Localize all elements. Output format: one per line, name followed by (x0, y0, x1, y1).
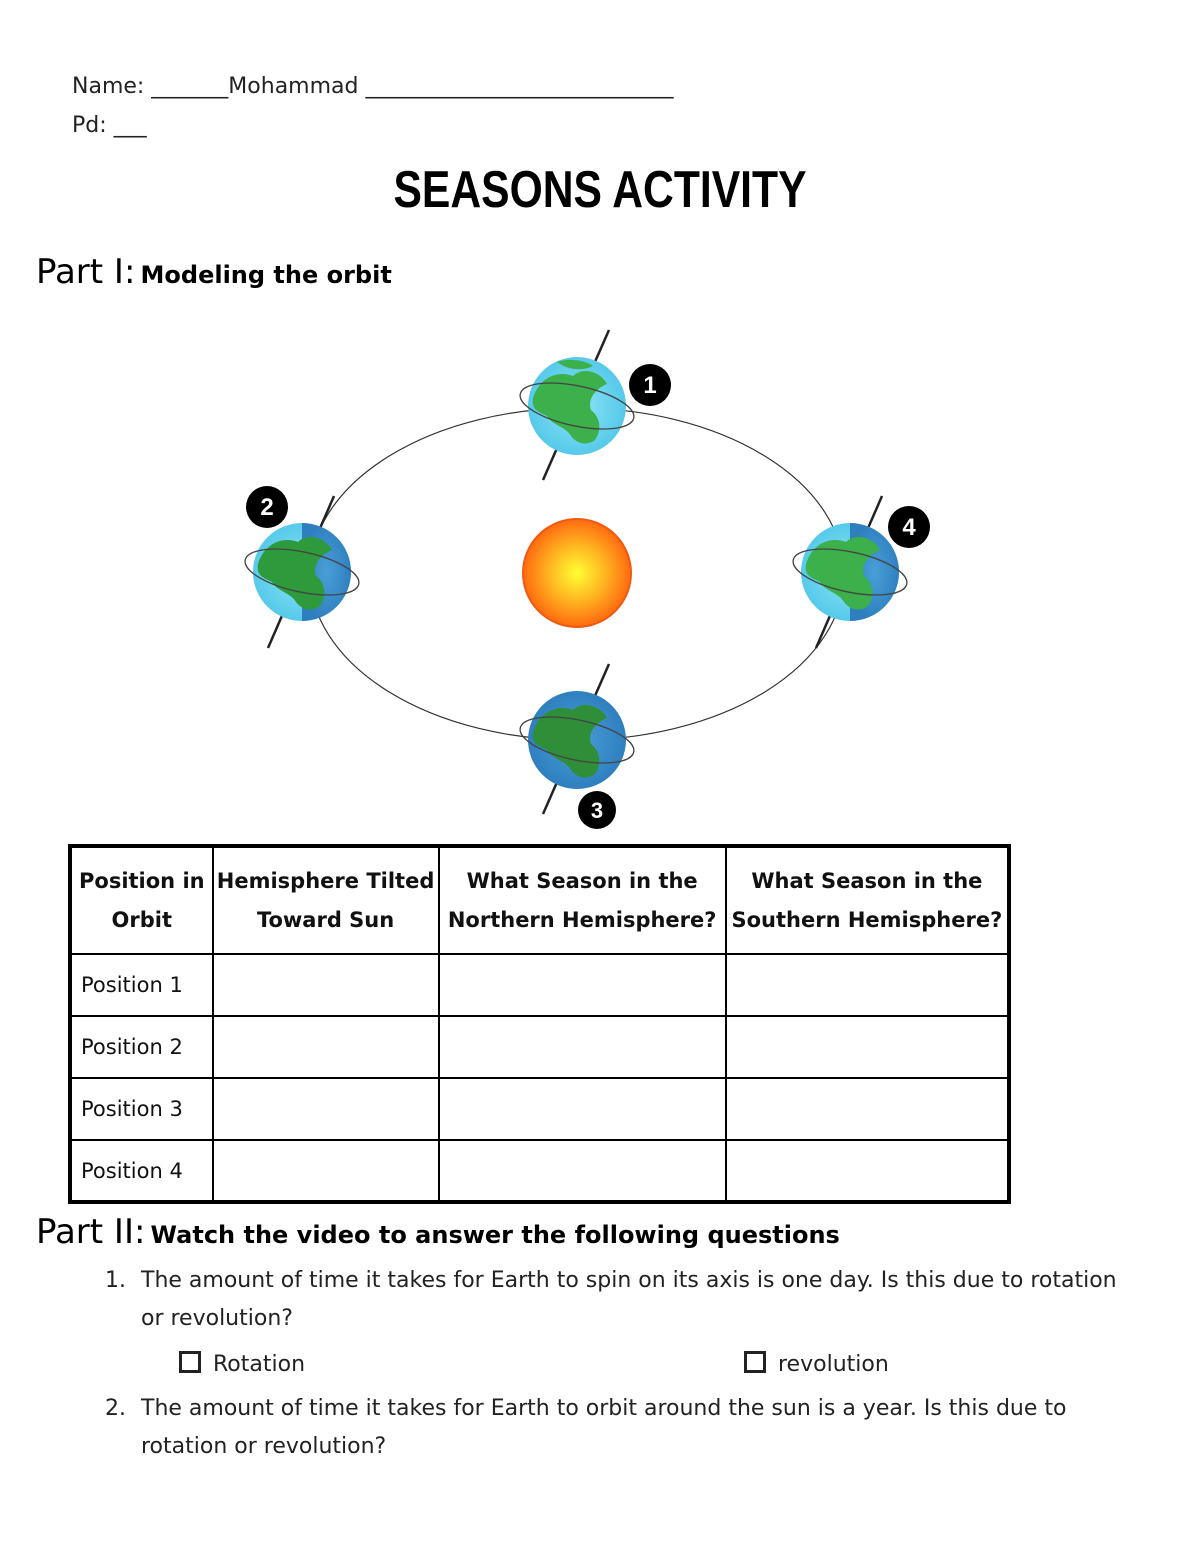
northern-answer-cell[interactable] (439, 1140, 726, 1202)
question-list (105, 1262, 1145, 1466)
row-position-label: Position 2 (70, 1016, 213, 1078)
position-4-badge (888, 506, 930, 548)
northern-answer-cell[interactable] (439, 1016, 726, 1078)
header-tilted-line2: Toward Sun (256, 907, 395, 932)
part2-subtitle: Watch the video to answer the following questions (150, 1221, 840, 1249)
southern-answer-cell[interactable] (726, 1016, 1009, 1078)
question-1 (105, 1262, 1145, 1390)
option-revolution[interactable] (744, 1346, 889, 1384)
position-1-label: 1 (643, 372, 657, 399)
position-1-badge (629, 364, 671, 406)
orbit-diagram (0, 310, 1200, 850)
southern-answer-cell[interactable] (726, 954, 1009, 1016)
tilted-answer-cell[interactable] (213, 954, 439, 1016)
header-tilted (213, 846, 439, 954)
row-position-label: Position 1 (70, 954, 213, 1016)
header-position (70, 846, 213, 954)
part2-heading (36, 1212, 840, 1252)
period-line: Pd: ___ (72, 113, 147, 138)
table-header-row (70, 846, 1009, 954)
rotation-checkbox[interactable] (179, 1351, 201, 1373)
southern-answer-cell[interactable] (726, 1140, 1009, 1202)
table-row (70, 954, 1009, 1016)
position-2-label: 2 (260, 494, 274, 521)
header-northern-line2: Northern Hemisphere? (447, 907, 717, 932)
row-position-label: Position 3 (70, 1078, 213, 1140)
part1-prefix: Part I: (36, 252, 136, 292)
question-1-options (141, 1346, 1145, 1390)
position-3-badge (578, 791, 616, 829)
question-2-text: The amount of time it takes for Earth to orbit around the sun is a year. Is this due to rotation or revolution? (141, 1396, 1067, 1459)
question-2-number: 2. (105, 1396, 126, 1421)
header-tilted-line1: Hemisphere Tilted (216, 868, 435, 893)
option-revolution-label: revolution (778, 1352, 889, 1377)
header-northern (439, 846, 726, 954)
question-2 (105, 1390, 1145, 1466)
option-rotation-label: Rotation (213, 1352, 306, 1377)
position-4-label: 4 (902, 514, 916, 541)
question-1-text: The amount of time it takes for Earth to spin on its axis is one day. Is this due to rotation or revolution? (141, 1268, 1117, 1331)
row-position-label: Position 4 (70, 1140, 213, 1202)
table-row (70, 1140, 1009, 1202)
table-row (70, 1078, 1009, 1140)
tilted-answer-cell[interactable] (213, 1016, 439, 1078)
part2-prefix: Part II: (36, 1212, 146, 1252)
earth-position-3 (516, 664, 638, 814)
position-2-badge (246, 486, 288, 528)
question-1-number: 1. (105, 1268, 126, 1293)
header-position-line2: Orbit (111, 907, 173, 932)
header-southern (726, 846, 1009, 954)
southern-answer-cell[interactable] (726, 1078, 1009, 1140)
option-rotation[interactable] (179, 1346, 305, 1384)
header-northern-line1: What Season in the (466, 868, 698, 893)
header-position-line1: Position in (79, 868, 205, 893)
sun (523, 519, 631, 627)
tilted-answer-cell[interactable] (213, 1078, 439, 1140)
part1-heading (36, 252, 392, 292)
seasons-table (68, 844, 1011, 1204)
name-line: Name: _______Mohammad ____________________________ (72, 74, 674, 99)
position-3-label: 3 (590, 798, 604, 823)
page-title: SEASONS ACTIVITY (393, 161, 807, 219)
northern-answer-cell[interactable] (439, 1078, 726, 1140)
northern-answer-cell[interactable] (439, 954, 726, 1016)
tilted-answer-cell[interactable] (213, 1140, 439, 1202)
table-row (70, 1016, 1009, 1078)
header-southern-line2: Southern Hemisphere? (731, 907, 1003, 932)
part1-subtitle: Modeling the orbit (140, 261, 392, 289)
revolution-checkbox[interactable] (744, 1351, 766, 1373)
header-southern-line1: What Season in the (751, 868, 983, 893)
earth-position-1 (516, 330, 638, 480)
